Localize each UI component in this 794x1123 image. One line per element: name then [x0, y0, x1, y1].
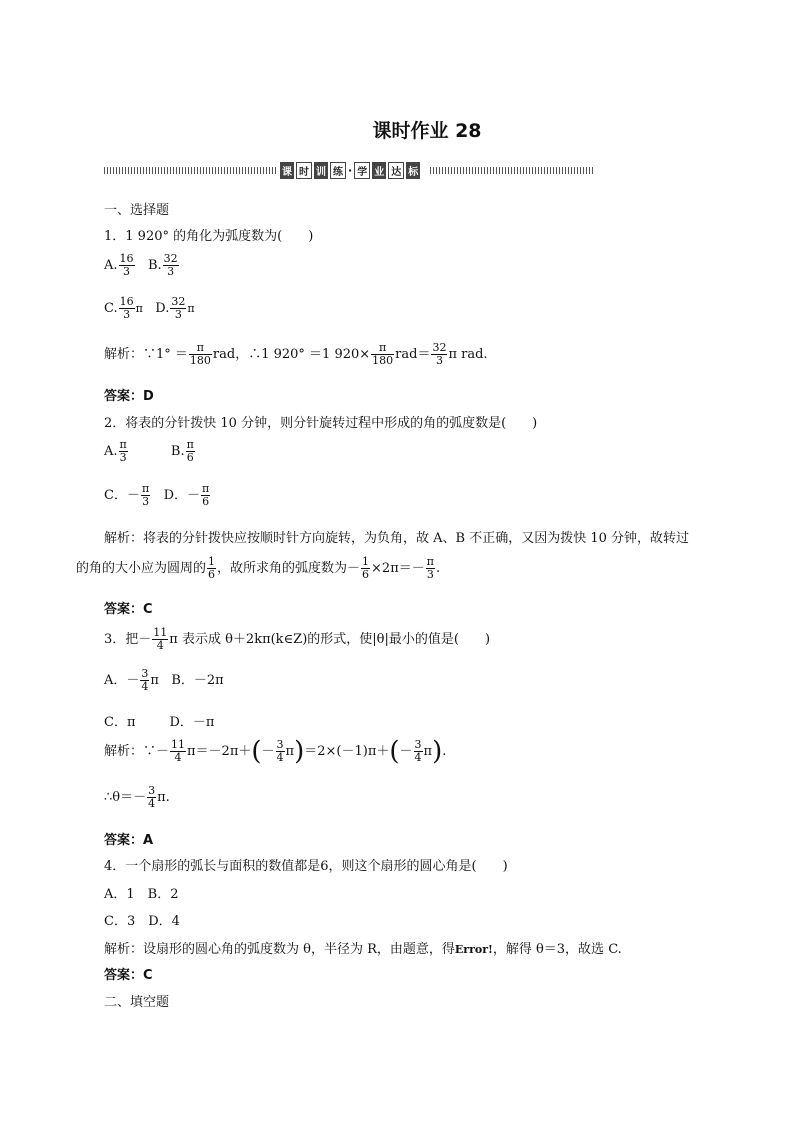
question-4-solution: 解析：设扇形的圆心角的弧度数为 θ，半径为 R，由题意，得Error!，解得 θ＝3，故选 C.: [104, 942, 622, 957]
banner-badge: 课 时 训 练 · 学 业 达 标: [282, 164, 419, 178]
question-1-answer: 答案：D: [104, 389, 154, 404]
question-4-stem: 4．一个扇形的弧长与面积的数值都是6，则这个扇形的圆心角是( ): [104, 859, 508, 874]
question-4-answer: 答案：C: [104, 968, 153, 983]
banner-hatch-right: [430, 167, 595, 174]
question-2-answer: 答案：C: [104, 602, 153, 617]
question-3-options-cd: C．π D．－π: [104, 715, 215, 730]
question-2-options-cd: C．－ $\frac{\pi}{3}$ D．－ $\frac{\pi}{6}$: [104, 482, 210, 508]
question-1-stem: 1．1 920° 的角化为弧度数为( ): [104, 229, 314, 244]
section-heading: 一、选择题: [104, 203, 170, 218]
question-3-options-ab: A．－ $\frac{3}{4}$ π B．－2π: [104, 667, 224, 693]
question-2-options-ab: A. $\frac{\pi}{3}$ B. $\frac{\pi}{6}$: [104, 438, 194, 464]
section-banner: [104, 161, 595, 181]
question-1-options-cd: C. $\frac{16}{3}$ π D. $\frac{32}{3}$ π: [104, 295, 195, 321]
banner-hatch-left: [104, 167, 276, 174]
question-1-solution: 解析：∵1° ＝ $\frac{\pi}{180}$ rad，∴1 920° ＝1 920× $\frac{\pi}{180}$ rad＝ $\frac{32}{3}$ π rad.: [104, 341, 488, 367]
question-2-solution-line2: 的角的大小应为圆周的 $\frac{1}{6}$ ，故所求角的弧度数为－ $\frac{1}{6}$ ×2π＝－ $\frac{\pi}{3}$ .: [76, 555, 441, 581]
section-heading-2: 二、填空题: [104, 995, 170, 1010]
question-4-options-cd: C．3 D．4: [104, 914, 180, 929]
question-3-solution: 解析：∵－ $\frac{11}{4}$ π＝－2π＋(－ $\frac{3}{4}$ π)＝2×(－1)π＋(－ $\frac{3}{4}$ π).: [104, 736, 447, 767]
question-1-options-ab: A. $\frac{16}{3}$ B. $\frac{32}{3}$: [104, 252, 178, 278]
page-title: 课时作业 28: [372, 120, 482, 142]
question-3-stem: 3．把－ $\frac{11}{4}$ π 表示成 θ＋2kπ(k∈Z)的形式，使|θ|最小的值是( ): [104, 626, 491, 652]
question-2-solution-line1: 解析：将表的分针拨快应按顺时针方向旋转，为负角，故 A、B 不正确，又因为拨快 10 分钟，故转过: [104, 531, 690, 546]
question-3-solution-line2: ∴θ＝－ $\frac{3}{4}$ π.: [104, 784, 170, 810]
question-2-stem: 2．将表的分针拨快 10 分钟，则分针旋转过程中形成的角的弧度数是( ): [104, 416, 538, 431]
question-4-options-ab: A．1 B．2: [104, 887, 179, 902]
question-3-answer: 答案：A: [104, 833, 154, 848]
